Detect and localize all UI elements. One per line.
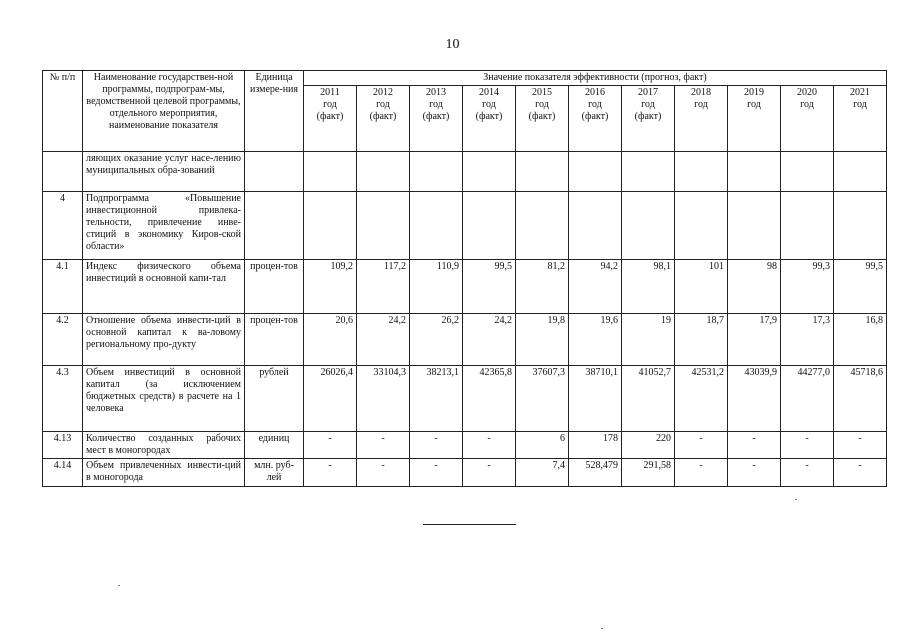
table-row bbox=[43, 314, 887, 366]
value-cell: 33104,3 bbox=[357, 366, 410, 432]
header-value-group: Значение показателя эффективности (прогноз, факт) bbox=[304, 71, 887, 86]
value-cell: - bbox=[304, 432, 357, 459]
row-num: 4.14 bbox=[43, 459, 83, 487]
row-name: Подпрограмма «Повышение инвестиционной привлека-тельности, привлечение инве-стиций в экономику Киров-ской области» bbox=[83, 192, 245, 260]
row-num: 4.3 bbox=[43, 366, 83, 432]
value-cell: - bbox=[410, 459, 463, 487]
row-unit: млн. руб-лей bbox=[245, 459, 304, 487]
value-cell bbox=[516, 152, 569, 192]
value-cell bbox=[781, 152, 834, 192]
row-name: Индекс физического объема инвестиций в основной капи-тал bbox=[83, 260, 245, 314]
value-cell: 38710,1 bbox=[569, 366, 622, 432]
value-cell bbox=[357, 152, 410, 192]
header-year-year: 2020 bbox=[797, 87, 817, 98]
value-cell: 19 bbox=[622, 314, 675, 366]
page-number: 10 bbox=[445, 37, 460, 52]
header-year-sub1: год bbox=[694, 99, 708, 110]
value-cell bbox=[728, 152, 781, 192]
value-cell: 81,2 bbox=[516, 260, 569, 314]
value-cell: 41052,7 bbox=[622, 366, 675, 432]
row-unit: единиц bbox=[245, 432, 304, 459]
value-cell: 17,9 bbox=[728, 314, 781, 366]
value-cell bbox=[357, 192, 410, 260]
table-row bbox=[43, 152, 887, 192]
header-year-year: 2021 bbox=[850, 87, 870, 98]
value-cell: - bbox=[463, 432, 516, 459]
indicators-table bbox=[42, 70, 887, 487]
value-cell: 24,2 bbox=[463, 314, 516, 366]
header-year-sub2: (факт) bbox=[369, 111, 397, 122]
value-cell bbox=[410, 192, 463, 260]
value-cell: - bbox=[728, 432, 781, 459]
header-year bbox=[675, 86, 728, 152]
header-year bbox=[834, 86, 887, 152]
value-cell: 38213,1 bbox=[410, 366, 463, 432]
header-name: Наименование государствен-ной программы, подпрограм-мы, ведомственной целевой программы, отдельного мероприятия, наименование показателя bbox=[83, 71, 245, 152]
value-cell: 110,9 bbox=[410, 260, 463, 314]
header-year bbox=[569, 86, 622, 152]
header-year-sub2: (факт) bbox=[634, 111, 662, 122]
value-cell: 16,8 bbox=[834, 314, 887, 366]
header-unit: Единица измере-ния bbox=[245, 71, 304, 152]
value-cell: 109,2 bbox=[304, 260, 357, 314]
value-cell: 99,3 bbox=[781, 260, 834, 314]
value-cell bbox=[834, 152, 887, 192]
value-cell bbox=[516, 192, 569, 260]
value-cell bbox=[781, 192, 834, 260]
value-cell: - bbox=[781, 432, 834, 459]
value-cell: 98 bbox=[728, 260, 781, 314]
header-year-year: 2016 bbox=[585, 87, 605, 98]
row-num: 4.1 bbox=[43, 260, 83, 314]
header-year-year: 2012 bbox=[373, 87, 393, 98]
value-cell bbox=[304, 152, 357, 192]
value-cell bbox=[622, 192, 675, 260]
value-cell: 117,2 bbox=[357, 260, 410, 314]
value-cell: 24,2 bbox=[357, 314, 410, 366]
value-cell bbox=[675, 152, 728, 192]
header-year-sub2: (факт) bbox=[528, 111, 556, 122]
value-cell: - bbox=[728, 459, 781, 487]
value-cell: - bbox=[357, 432, 410, 459]
row-unit: рублей bbox=[245, 366, 304, 432]
header-year-sub1: год bbox=[588, 99, 602, 110]
row-unit: процен-тов bbox=[245, 314, 304, 366]
value-cell: 178 bbox=[569, 432, 622, 459]
value-cell: 99,5 bbox=[463, 260, 516, 314]
value-cell: 7,4 bbox=[516, 459, 569, 487]
row-num: 4.13 bbox=[43, 432, 83, 459]
row-name: ляющих оказание услуг насе-лению муниципальных обра-зований bbox=[83, 152, 245, 192]
value-cell: 6 bbox=[516, 432, 569, 459]
row-name: Объем привлеченных инвести-ций в моногорода bbox=[83, 459, 245, 487]
value-cell bbox=[410, 152, 463, 192]
value-cell: - bbox=[410, 432, 463, 459]
header-year bbox=[357, 86, 410, 152]
value-cell bbox=[569, 192, 622, 260]
header-year-sub1: год bbox=[853, 99, 867, 110]
header-year-sub2: (факт) bbox=[422, 111, 450, 122]
row-num: 4 bbox=[43, 192, 83, 260]
row-name: Объем инвестиций в основной капитал (за исключением бюджетных средств) в расчете на 1 человека bbox=[83, 366, 245, 432]
value-cell bbox=[463, 152, 516, 192]
scan-speck bbox=[795, 499, 797, 500]
header-year-sub1: год bbox=[747, 99, 761, 110]
value-cell: - bbox=[463, 459, 516, 487]
value-cell bbox=[622, 152, 675, 192]
header-year-sub2: (факт) bbox=[581, 111, 609, 122]
value-cell: 26026,4 bbox=[304, 366, 357, 432]
value-cell: 94,2 bbox=[569, 260, 622, 314]
value-cell bbox=[304, 192, 357, 260]
row-num bbox=[43, 152, 83, 192]
header-year-year: 2013 bbox=[426, 87, 446, 98]
value-cell: 20,6 bbox=[304, 314, 357, 366]
header-year-year: 2018 bbox=[691, 87, 711, 98]
value-cell: 37607,3 bbox=[516, 366, 569, 432]
value-cell: 101 bbox=[675, 260, 728, 314]
row-name: Количество созданных рабочих мест в моногородах bbox=[83, 432, 245, 459]
value-cell: - bbox=[357, 459, 410, 487]
value-cell: 17,3 bbox=[781, 314, 834, 366]
header-year bbox=[728, 86, 781, 152]
header-year-sub1: год bbox=[535, 99, 549, 110]
table-row bbox=[43, 366, 887, 432]
header-year-sub1: год bbox=[641, 99, 655, 110]
value-cell: 220 bbox=[622, 432, 675, 459]
header-year bbox=[781, 86, 834, 152]
value-cell: 19,6 bbox=[569, 314, 622, 366]
value-cell bbox=[728, 192, 781, 260]
header-year-sub1: год bbox=[429, 99, 443, 110]
value-cell: 528,479 bbox=[569, 459, 622, 487]
header-year-sub2: (факт) bbox=[475, 111, 503, 122]
value-cell: 45718,6 bbox=[834, 366, 887, 432]
value-cell bbox=[675, 192, 728, 260]
table-row bbox=[43, 260, 887, 314]
header-year-year: 2017 bbox=[638, 87, 658, 98]
scan-speck bbox=[118, 585, 120, 586]
value-cell: 98,1 bbox=[622, 260, 675, 314]
value-cell bbox=[569, 152, 622, 192]
header-year-sub1: год bbox=[376, 99, 390, 110]
header-year-year: 2015 bbox=[532, 87, 552, 98]
value-cell bbox=[834, 192, 887, 260]
row-unit bbox=[245, 192, 304, 260]
value-cell: 18,7 bbox=[675, 314, 728, 366]
header-year-year: 2011 bbox=[320, 87, 340, 98]
header-year-year: 2014 bbox=[479, 87, 499, 98]
value-cell: - bbox=[304, 459, 357, 487]
row-unit bbox=[245, 152, 304, 192]
table-row bbox=[43, 459, 887, 487]
row-unit: процен-тов bbox=[245, 260, 304, 314]
header-year bbox=[463, 86, 516, 152]
header-year bbox=[516, 86, 569, 152]
value-cell bbox=[463, 192, 516, 260]
value-cell: 19,8 bbox=[516, 314, 569, 366]
header-year-sub1: год bbox=[482, 99, 496, 110]
value-cell: 291,58 bbox=[622, 459, 675, 487]
header-year-sub1: год bbox=[323, 99, 337, 110]
footer-rule bbox=[423, 524, 516, 525]
value-cell: 44277,0 bbox=[781, 366, 834, 432]
header-num: № п/п bbox=[43, 71, 83, 152]
value-cell: - bbox=[834, 432, 887, 459]
row-num: 4.2 bbox=[43, 314, 83, 366]
header-year-year: 2019 bbox=[744, 87, 764, 98]
value-cell: - bbox=[834, 459, 887, 487]
header-year bbox=[410, 86, 463, 152]
value-cell: 26,2 bbox=[410, 314, 463, 366]
row-name: Отношение объема инвести-ций в основной капитал к ва-ловому региональному про-дукту bbox=[83, 314, 245, 366]
scan-speck bbox=[601, 628, 603, 629]
value-cell: - bbox=[781, 459, 834, 487]
header-year bbox=[622, 86, 675, 152]
value-cell: - bbox=[675, 459, 728, 487]
value-cell: 99,5 bbox=[834, 260, 887, 314]
value-cell: - bbox=[675, 432, 728, 459]
header-year bbox=[304, 86, 357, 152]
value-cell: 42531,2 bbox=[675, 366, 728, 432]
header-year-sub1: год bbox=[800, 99, 814, 110]
table-row bbox=[43, 192, 887, 260]
value-cell: 42365,8 bbox=[463, 366, 516, 432]
header-year-sub2: (факт) bbox=[316, 111, 344, 122]
value-cell: 43039,9 bbox=[728, 366, 781, 432]
table-row bbox=[43, 432, 887, 459]
